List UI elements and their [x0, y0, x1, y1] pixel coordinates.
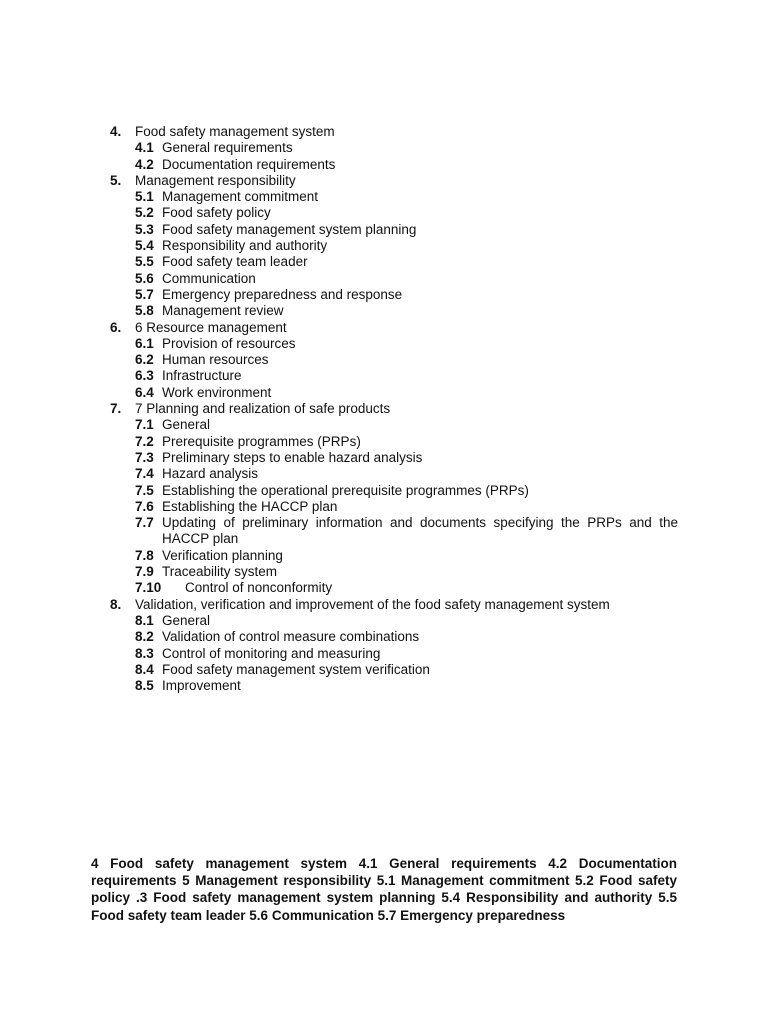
toc-subsection: [110, 352, 678, 368]
toc-section: [110, 124, 678, 140]
subsection-number: 5.4: [135, 238, 154, 254]
toc-subsection: [110, 499, 678, 515]
subsection-number: 6.1: [135, 335, 154, 351]
subsection-title: Responsibility and authority: [162, 238, 328, 254]
subsection-number: 7.8: [135, 547, 154, 563]
toc-subsection: [110, 678, 678, 694]
subsection-title: Documentation requirements: [162, 156, 336, 172]
subsection-number: 6.3: [135, 368, 154, 384]
section-number: 6.: [110, 319, 122, 335]
toc-section: [110, 597, 678, 613]
subsection-title: Hazard analysis: [162, 466, 259, 482]
toc-subsection: [110, 303, 678, 319]
toc-section: [110, 173, 678, 189]
toc-subsection: [110, 140, 678, 156]
section-number: 5.: [110, 172, 122, 188]
subsection-title: Establishing the operational prerequisite programmes (PRPs): [162, 482, 529, 498]
toc-subsection: [110, 580, 678, 596]
toc-subsection: [110, 336, 678, 352]
subsection-title: Communication: [162, 270, 256, 286]
table-of-contents: [110, 124, 678, 694]
subsection-title: General: [162, 417, 211, 433]
toc-subsection: [110, 222, 678, 238]
toc-subsection: [110, 157, 678, 173]
subsection-number: 5.5: [135, 254, 154, 270]
toc-subsection: [110, 466, 678, 482]
toc-subsection: [110, 238, 678, 254]
subsection-title: Improvement: [162, 678, 241, 694]
section-title: 7 Planning and realization of safe products: [135, 401, 391, 417]
subsection-title: Validation of control measure combinations: [162, 629, 420, 645]
subsection-number: 8.3: [135, 645, 154, 661]
subsection-number: 8.5: [135, 678, 154, 694]
subsection-title: General: [162, 612, 211, 628]
toc-subsection: [110, 450, 678, 466]
subsection-number: 5.1: [135, 189, 154, 205]
subsection-title: Food safety policy: [162, 205, 271, 221]
toc-subsection: [110, 254, 678, 270]
toc-subsection: [110, 368, 678, 384]
subsection-title: Emergency preparedness and response: [162, 286, 403, 302]
subsection-title: Human resources: [162, 352, 269, 368]
subsection-number: 7.10: [135, 580, 162, 596]
subsection-title: Infrastructure: [162, 368, 242, 384]
toc-subsection: [110, 629, 678, 645]
subsection-number: 7.9: [135, 564, 154, 580]
subsection-number: 8.4: [135, 661, 154, 677]
subsection-title: Control of monitoring and measuring: [162, 645, 381, 661]
subsection-number: 7.3: [135, 449, 154, 465]
subsection-number: 7.7: [135, 515, 154, 531]
toc-subsection: [110, 189, 678, 205]
subsection-number: 5.2: [135, 205, 154, 221]
subsection-number: 5.6: [135, 270, 154, 286]
subsection-title: Food safety management system verification: [162, 661, 430, 677]
subsection-title: Management commitment: [162, 189, 319, 205]
section-title: Validation, verification and improvement of the food safety management system: [135, 596, 610, 612]
toc-subsection: [110, 417, 678, 433]
subsection-number: 4.1: [135, 140, 154, 156]
toc-subsection: [110, 662, 678, 678]
subsection-title: Management review: [162, 303, 284, 319]
summary-paragraph: 4 Food safety management system 4.1 General requirements 4.2 Documentation requirements 5 Management responsibility 5.1 Management commitment 5.2 Food safety policy .3 Food safety management system planning 5.4 Responsibility and authority 5.5 Food safety team leader 5.6 Communication 5.7 Emergency preparedness: [91, 856, 677, 923]
subsection-title: Updating of preliminary information and documents specifying the PRPs and the HACCP plan: [162, 515, 678, 547]
subsection-title: Work environment: [162, 384, 272, 400]
subsection-number: 7.1: [135, 417, 154, 433]
subsection-title: Verification planning: [162, 547, 283, 563]
toc-section: [110, 401, 678, 417]
toc-subsection: [110, 483, 678, 499]
subsection-number: 6.2: [135, 352, 154, 368]
section-number: 7.: [110, 401, 122, 417]
subsection-title: Food safety management system planning: [162, 221, 417, 237]
section-title: Management responsibility: [135, 172, 296, 188]
section-title: 6 Resource management: [135, 319, 287, 335]
subsection-number: 6.4: [135, 384, 154, 400]
toc-subsection: [110, 205, 678, 221]
subsection-title: Establishing the HACCP plan: [162, 498, 338, 514]
toc-section: [110, 320, 678, 336]
toc-subsection: [110, 385, 678, 401]
section-number: 8.: [110, 596, 122, 612]
subsection-title: Provision of resources: [162, 335, 296, 351]
toc-subsection: [110, 613, 678, 629]
subsection-number: 7.6: [135, 498, 154, 514]
subsection-title: Traceability system: [162, 564, 278, 580]
section-number: 4.: [110, 124, 122, 139]
subsection-number: 7.5: [135, 482, 154, 498]
subsection-number: 4.2: [135, 156, 154, 172]
subsection-title: Food safety team leader: [162, 254, 308, 270]
toc-subsection: [110, 646, 678, 662]
subsection-number: 5.8: [135, 303, 154, 319]
subsection-title: General requirements: [162, 140, 293, 156]
toc-subsection: [110, 271, 678, 287]
subsection-number: 7.2: [135, 433, 154, 449]
section-title: Food safety management system: [135, 124, 335, 139]
subsection-number: 5.3: [135, 221, 154, 237]
toc-subsection: [110, 515, 678, 548]
toc-subsection: [110, 548, 678, 564]
subsection-title: Preliminary steps to enable hazard analysis: [162, 449, 423, 465]
subsection-number: 8.1: [135, 612, 154, 628]
subsection-title: Prerequisite programmes (PRPs): [162, 433, 361, 449]
subsection-number: 7.4: [135, 466, 154, 482]
toc-subsection: [110, 564, 678, 580]
subsection-number: 8.2: [135, 629, 154, 645]
subsection-title: Control of nonconformity: [185, 580, 333, 596]
toc-subsection: [110, 287, 678, 303]
subsection-number: 5.7: [135, 286, 154, 302]
toc-subsection: [110, 434, 678, 450]
